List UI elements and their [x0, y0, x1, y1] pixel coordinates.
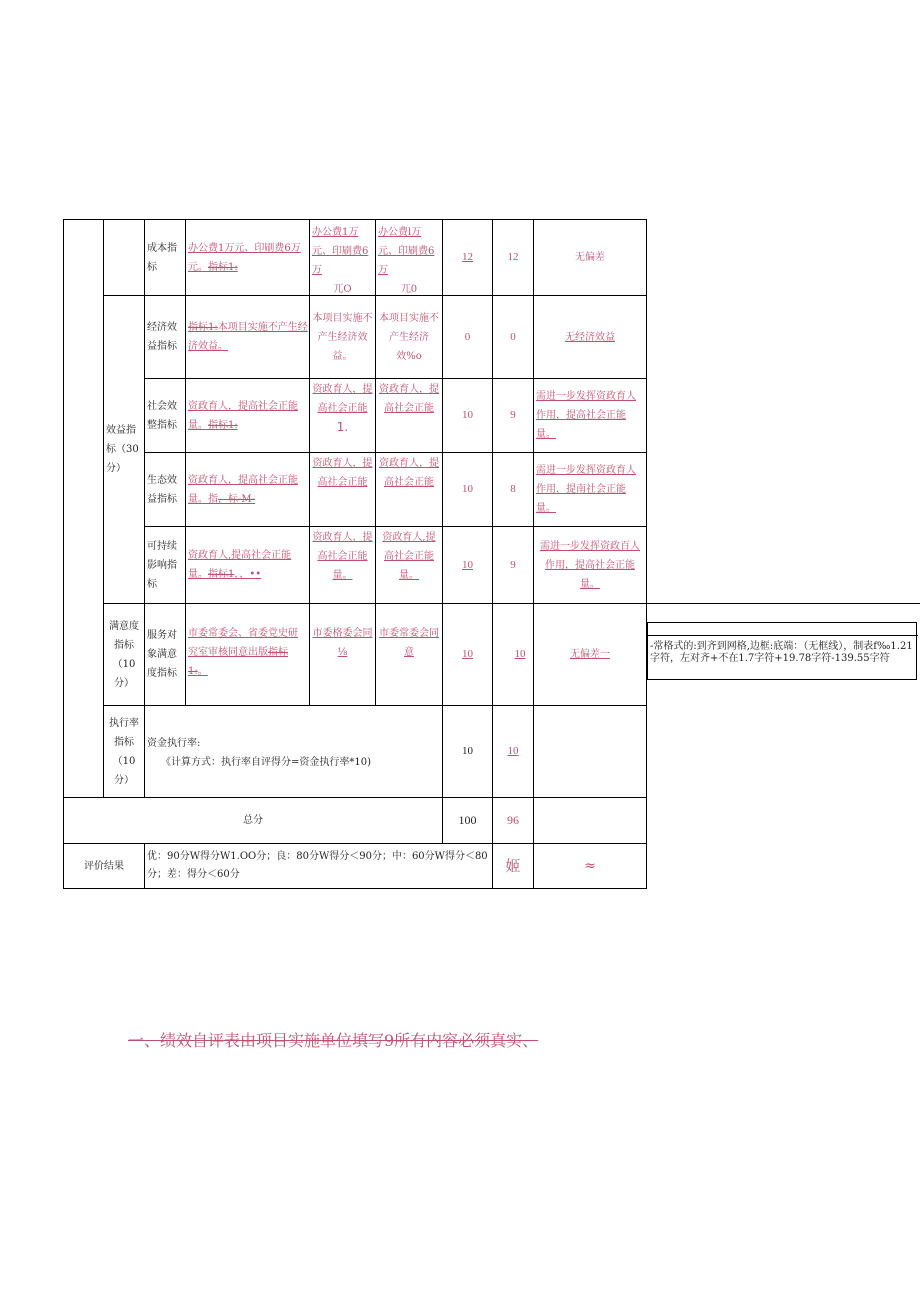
comment-divider — [648, 635, 918, 636]
subindicator-satisfaction: 服务对象满意度指标 — [147, 630, 177, 679]
target-value-social: 资政育人，提高社会正能 1. — [312, 384, 373, 434]
subindicator-econ: 经济效益指标 — [147, 322, 177, 352]
deviation-sustain: 需进一步发挥资政百人作用，提高社会正能量。 — [540, 540, 640, 590]
col-line — [646, 219, 647, 889]
weight-econ: 0 — [464, 330, 471, 343]
row-line — [63, 888, 647, 889]
result-extra: ≈ — [584, 857, 596, 874]
weight-satisfaction: 10 — [462, 648, 473, 660]
subindicator-social: 社会效整指标 — [147, 400, 177, 431]
deviation-econ: 无经济效益 — [565, 331, 615, 343]
category-execution — [104, 706, 144, 797]
footnote: 一、绩效自评表由项目实施单位填写9所有内容必须真实、 — [128, 1031, 539, 1050]
indicator-content-sustain: 资政育人,提高社会正能量。指标1，，•• — [188, 550, 292, 580]
target-value-sustain: 资政育人，提高社会正能量。 — [312, 532, 373, 581]
comment-balloon[interactable] — [647, 622, 917, 680]
col-line — [63, 219, 64, 889]
actual-value-eco: 资政育人，提高社会正能 — [379, 458, 439, 488]
weight-social: 10 — [462, 409, 473, 421]
total-weight: 100 — [458, 813, 477, 827]
category-satisfaction-label: 满意度指标（10分） — [109, 620, 139, 689]
total-label: 总分 — [243, 815, 263, 826]
comment-connector — [647, 603, 920, 604]
score-satisfaction: 10 — [514, 648, 526, 660]
weight-execution: 10 — [462, 745, 473, 757]
indicator-content-execution: 资金执行率: 《计算方式：执行率自评得分=资金执行率*10) — [147, 738, 372, 768]
weight-sustain: 10 — [462, 558, 473, 571]
indicator-content-satisfaction: 市委常委会、省委党史研究室审核同意出版指标1:。 — [188, 628, 298, 677]
target-value-satisfaction: 市委格委会同⅛ — [312, 628, 373, 658]
result-criteria: 优：90分W得分W1.OO分；良：80分W得分＜90分；中：60分W得分＜80分；差：得分＜60分 — [147, 851, 488, 880]
indicator-content-eco: 资政育人，提高社会正能量。指，标-M- — [188, 474, 298, 505]
category-execution-label: 执行率指标（10分） — [109, 717, 139, 786]
score-eco: 8 — [510, 483, 516, 495]
actual-value-sustain: 资政育人,提高社会正能量。 — [382, 532, 436, 581]
actual-value-cost: 办公费l万元、印刷费6万 兀0 — [378, 227, 435, 295]
score-social: 9 — [510, 409, 516, 421]
result-value: 姬 — [505, 856, 521, 875]
actual-value-satisfaction: 市委常委会同意 — [379, 628, 439, 658]
category-benefit — [104, 296, 144, 603]
subindicator-cost: 成本指标 — [147, 242, 177, 273]
target-value-eco: 资政育人，提高社会正能 — [312, 458, 373, 488]
subindicator-eco: 生态效益指标 — [147, 474, 177, 505]
score-econ: 0 — [510, 330, 516, 343]
score-execution: 10 — [507, 745, 519, 757]
target-value-cost: 办公费1万元、印刷费6万 兀O — [312, 227, 369, 295]
indicator-content-social: 资政育人，提高社会正能量。指标1: — [188, 400, 298, 431]
target-value-econ: 本项目实施不产生经济效益。 — [312, 312, 373, 362]
deviation-social: 需进一步发挥资政育人作用，提高社会正能量。 — [536, 391, 636, 440]
actual-value-econ: 本项目实施不产生经济效%o — [379, 312, 439, 362]
subindicator-sustain: 可持续影响指标 — [147, 540, 177, 590]
category-satisfaction — [104, 604, 144, 705]
indicator-content-cost: 办公费1万元、印刷费6万元。指标1: — [188, 242, 301, 273]
score-sustain: 9 — [510, 558, 516, 571]
comment-text: -常格式的:到齐到网格,边框:底端：（无框线），制表f‰1.21字符，左对齐+不在1.7字符+19.78字符-139.55字符 — [650, 641, 913, 664]
score-cost: 12 — [507, 251, 519, 263]
indicator-content-econ: 指标1:本项目实施不产生经济效益。 — [188, 322, 308, 352]
deviation-eco: 需进一步发挥资政育人作用，提南社会正能量。 — [536, 465, 636, 514]
deviation-satisfaction: 无偏差一 — [570, 649, 610, 660]
actual-value-social: 资政育人，提高社会正能 — [379, 384, 439, 414]
weight-cost: 12 — [462, 251, 473, 263]
weight-eco: 10 — [462, 483, 473, 495]
deviation-cost: 无偏差 — [575, 252, 605, 263]
total-score: 96 — [507, 813, 519, 827]
result-label: 评价结果 — [84, 860, 124, 872]
category-benefit-label: 效益指标（30分） — [106, 425, 139, 474]
